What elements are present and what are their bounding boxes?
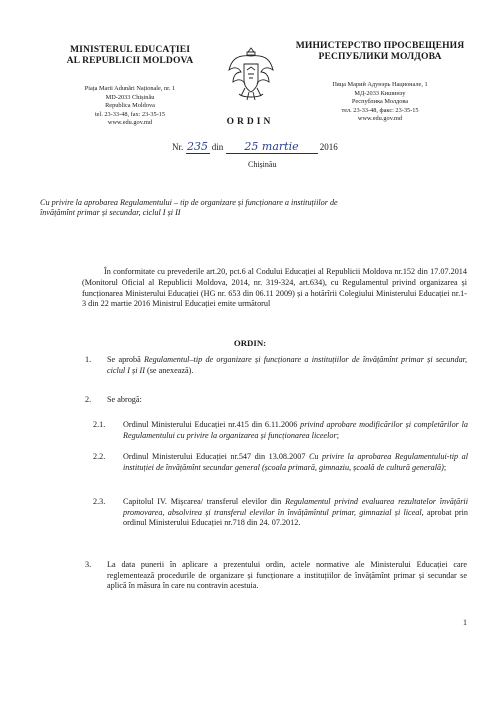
website-ro: www.edu.gov.md bbox=[107, 119, 153, 127]
sub-item-number: 2.3. bbox=[93, 497, 106, 506]
address-line: Republica Moldova bbox=[105, 102, 155, 110]
sub-item-italic-text: Regulamentul privind evaluarea rezultatelor învățării promovarea, absolvirea și transferul elevilor în învățămîntul primar, gimnazial și liceal, bbox=[123, 497, 468, 517]
document-title: ORDIN bbox=[226, 117, 274, 127]
page-number: 1 bbox=[463, 618, 467, 627]
item-text: Se aprobă bbox=[107, 355, 144, 364]
header-left bbox=[40, 44, 220, 127]
item-text: Se abrogă: bbox=[107, 395, 142, 404]
item-number: 1. bbox=[85, 355, 92, 364]
item-italic-text: Regulamentul–tip de organizare și funcționare a instituțiilor de învățămînt primar și secundar, ciclul I și II bbox=[107, 355, 468, 375]
sub-item-text: ; bbox=[336, 430, 339, 440]
din-label: din bbox=[211, 142, 224, 152]
order-date: 25 martie bbox=[226, 140, 318, 154]
ministry-name-ru-line1: МИНИСТЕРСТВО ПРОСВЕЩЕНИЯ bbox=[295, 40, 465, 51]
item-number: 2. bbox=[85, 395, 92, 404]
address-line: Пяца Марий Адунэрь Национале, 1 bbox=[332, 81, 428, 88]
address-line: Республика Молдова bbox=[351, 98, 409, 106]
order-subject: Cu privire la aprobarea Regulamentului – tip de organizare și funcționare a instituțiilor de învățămînt primar și secundar, ciclul I și II bbox=[40, 198, 338, 218]
ministry-name-ro-line2: AL REPUBLICII MOLDOVA bbox=[66, 55, 194, 66]
website-ru: www.edu.gov.md bbox=[357, 115, 403, 123]
sub-item bbox=[93, 420, 468, 441]
sub-item bbox=[93, 497, 468, 529]
sub-item-number: 2.1. bbox=[93, 420, 106, 429]
item-number: 3. bbox=[85, 560, 92, 569]
sub-item-text: Ordinul Ministerului Educației nr.415 din 6.11.2006 bbox=[123, 420, 301, 429]
item-text: (se anexează). bbox=[144, 365, 194, 375]
address-line: MD-2033 Chișinău bbox=[105, 93, 155, 101]
sub-item-text: ; bbox=[443, 462, 447, 472]
item-text: La data punerii în aplicare a prezentului ordin, actele normative ale Ministerului Educației care reglementează procedurile de organizare și funcționare a instituțiilor de învățămînt primar și secundar se aplică în măsura în care nu contravin acestuia. bbox=[107, 560, 467, 591]
header-right bbox=[290, 40, 470, 123]
order-year: 2016 bbox=[319, 142, 338, 152]
ministry-name-ru-line2: РЕСПУБЛИКИ МОЛДОВА bbox=[318, 51, 442, 62]
order-number-line bbox=[172, 140, 338, 154]
sub-item-number: 2.2. bbox=[93, 452, 106, 461]
address-line: тел. 23-33-48, факс: 23-35-15 bbox=[341, 106, 419, 114]
list-item bbox=[85, 395, 467, 406]
sub-item-text: Capitolul IV. Mișcarea/ transferul elevilor din bbox=[123, 497, 286, 506]
address-line: Piața Marii Adunări Naționale, nr. 1 bbox=[84, 85, 176, 92]
sub-item-text: Ordinul Ministerului Educației nr.547 din 13.08.2007 bbox=[123, 452, 309, 461]
sub-item-italic-text: Cu privire la aprobarea Regulamentului-tip al instituției de învățămînt secundar general (școala primară, gimnaziu, școală de cultură generală) bbox=[123, 452, 468, 472]
coat-of-arms-icon bbox=[225, 44, 277, 104]
sub-item-text: aprobat prin ordinul Ministerului Educației nr.718 din 24. 07.2012. bbox=[123, 507, 468, 528]
list-item bbox=[85, 355, 468, 376]
nr-label: Nr. bbox=[172, 142, 184, 152]
intro-paragraph: În conformitate cu prevederile art.20, pct.6 al Codului Educației al Republicii Moldova nr.152 din 17.07.2014 (Monitorul Oficial al Republicii Moldova, 2014, nr. 319-324, art.634), cu Regulamentul privind organizarea și funcționarea Ministerului Educației (HG nr. 653 din 06.11 2009) și a hotărîrii Colegiului Ministerului Educației nr.1-3 din 22 martie 2016 Ministrul Educației emite următorul bbox=[82, 267, 467, 309]
list-item bbox=[85, 560, 467, 592]
ordin-heading: ORDIN: bbox=[233, 338, 267, 348]
sub-item bbox=[93, 452, 468, 473]
city: Chișinău bbox=[248, 160, 277, 169]
ministry-name-ro-line1: MINISTERUL EDUCAȚIEI bbox=[69, 44, 191, 55]
sub-item-italic-text: privind aprobare modificărilor și completărilor la Regulamentului cu privire la organizarea și funcționarea liceelor bbox=[123, 420, 468, 440]
order-number: 235 bbox=[187, 140, 208, 153]
address-line: МД-2033 Кишинэу bbox=[354, 89, 406, 97]
address-line: tel. 23-33-48, fax: 23-35-15 bbox=[94, 110, 166, 118]
